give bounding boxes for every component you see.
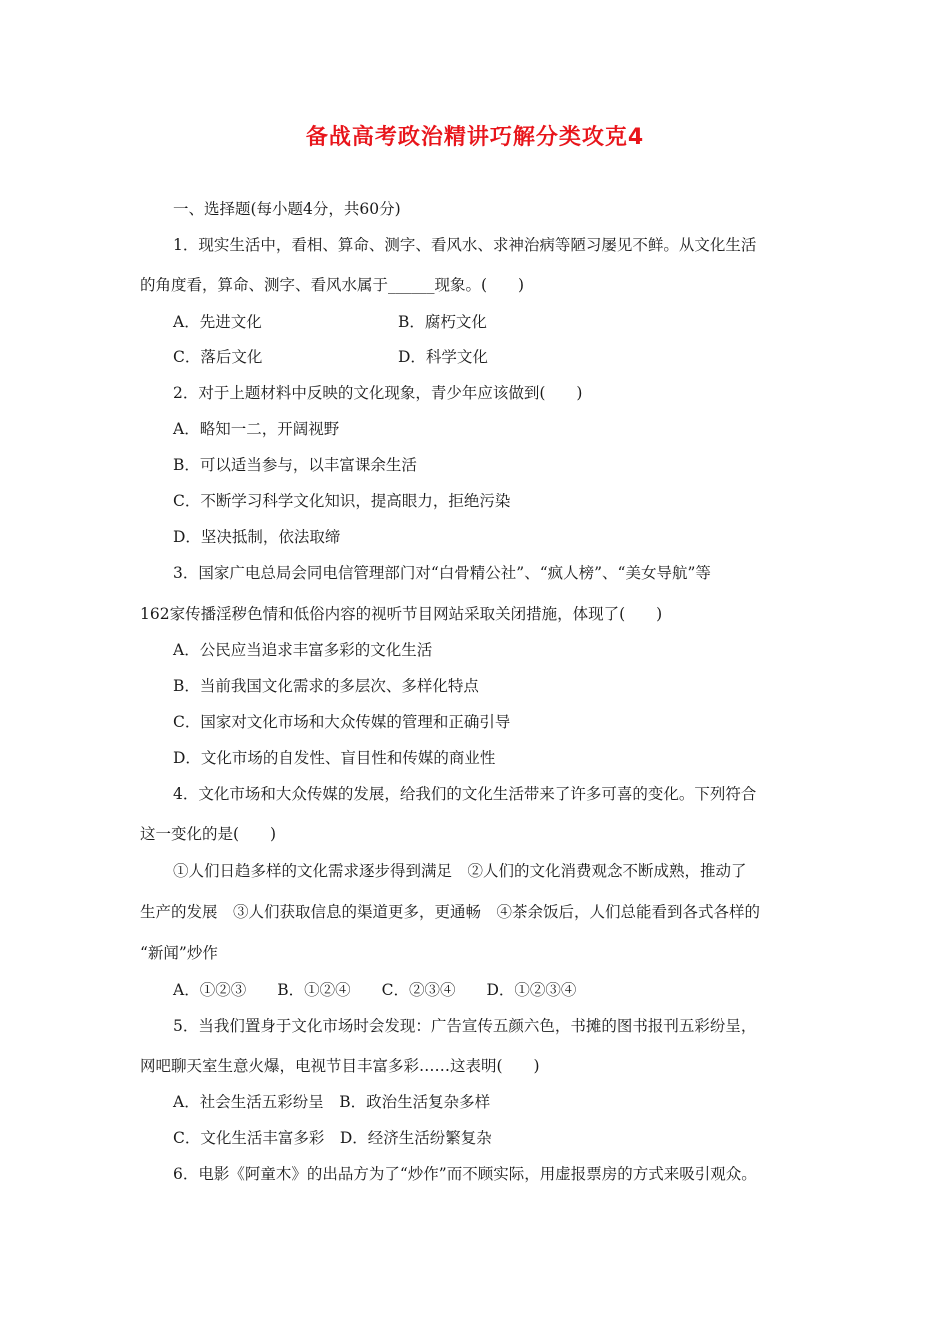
question-5-line-2: 网吧聊天室生意火爆，电视节目丰富多彩……这表明( ) <box>140 1057 540 1075</box>
question-5-line-1: 5．当我们置身于文化市场时会发现：广告宣传五颜六色，书摊的图书报刊五彩纷呈， <box>173 1017 757 1035</box>
question-2-stem: 2．对于上题材料中反映的文化现象，青少年应该做到( ) <box>173 384 583 402</box>
question-4-items-line-3: “新闻”炒作 <box>140 944 218 962</box>
section-heading: 一、选择题(每小题4分，共60分) <box>173 200 401 218</box>
question-1-option-d: D．科学文化 <box>398 348 488 366</box>
question-3-option-c: C．国家对文化市场和大众传媒的管理和正确引导 <box>173 713 511 731</box>
question-3-line-2: 162家传播淫秽色情和低俗内容的视听节目网站采取关闭措施，体现了( ) <box>140 605 663 623</box>
question-6-line-1: 6．电影《阿童木》的出品方为了“炒作”而不顾实际，用虚报票房的方式来吸引观众。 <box>173 1165 757 1183</box>
question-4-options: A．①②③ B．①②④ C．②③④ D．①②③④ <box>173 981 577 999</box>
question-1-option-b: B．腐朽文化 <box>398 313 487 331</box>
question-2-option-c: C．不断学习科学文化知识，提高眼力，拒绝污染 <box>173 492 511 510</box>
question-1-line-2: 的角度看，算命、测字、看风水属于______现象。( ) <box>140 276 525 294</box>
question-4-line-1: 4．文化市场和大众传媒的发展，给我们的文化生活带来了许多可喜的变化。下列符合 <box>173 785 757 803</box>
question-2-option-b: B．可以适当参与，以丰富课余生活 <box>173 456 417 474</box>
question-3-line-1: 3．国家广电总局会同电信管理部门对“白骨精公社”、“疯人榜”、“美女导航”等 <box>173 564 711 582</box>
question-5-options-cd: C．文化生活丰富多彩 D．经济生活纷繁复杂 <box>173 1129 492 1147</box>
question-1-line-1: 1．现实生活中，看相、算命、测字、看风水、求神治病等陋习屡见不鲜。从文化生活 <box>173 236 757 254</box>
question-3-option-b: B．当前我国文化需求的多层次、多样化特点 <box>173 677 479 695</box>
question-3-option-d: D．文化市场的自发性、盲目性和传媒的商业性 <box>173 749 496 767</box>
question-4-line-2: 这一变化的是( ) <box>140 825 277 843</box>
question-4-items-line-2: 生产的发展 ③人们获取信息的渠道更多，更通畅 ④茶余饭后，人们总能看到各式各样的 <box>140 903 761 921</box>
question-2-option-d: D．坚决抵制，依法取缔 <box>173 528 341 546</box>
question-4-items-line-1: ①人们日趋多样的文化需求逐步得到满足 ②人们的文化消费观念不断成熟，推动了 <box>173 862 747 880</box>
question-1-option-c: C．落后文化 <box>173 348 263 366</box>
question-5-options-ab: A．社会生活五彩纷呈 B．政治生活复杂多样 <box>173 1093 491 1111</box>
document-title: 备战高考政治精讲巧解分类攻克4 <box>305 125 645 150</box>
question-3-option-a: A．公民应当追求丰富多彩的文化生活 <box>173 641 433 659</box>
question-2-option-a: A．略知一二，开阔视野 <box>173 420 340 438</box>
question-1-option-a: A．先进文化 <box>173 313 262 331</box>
